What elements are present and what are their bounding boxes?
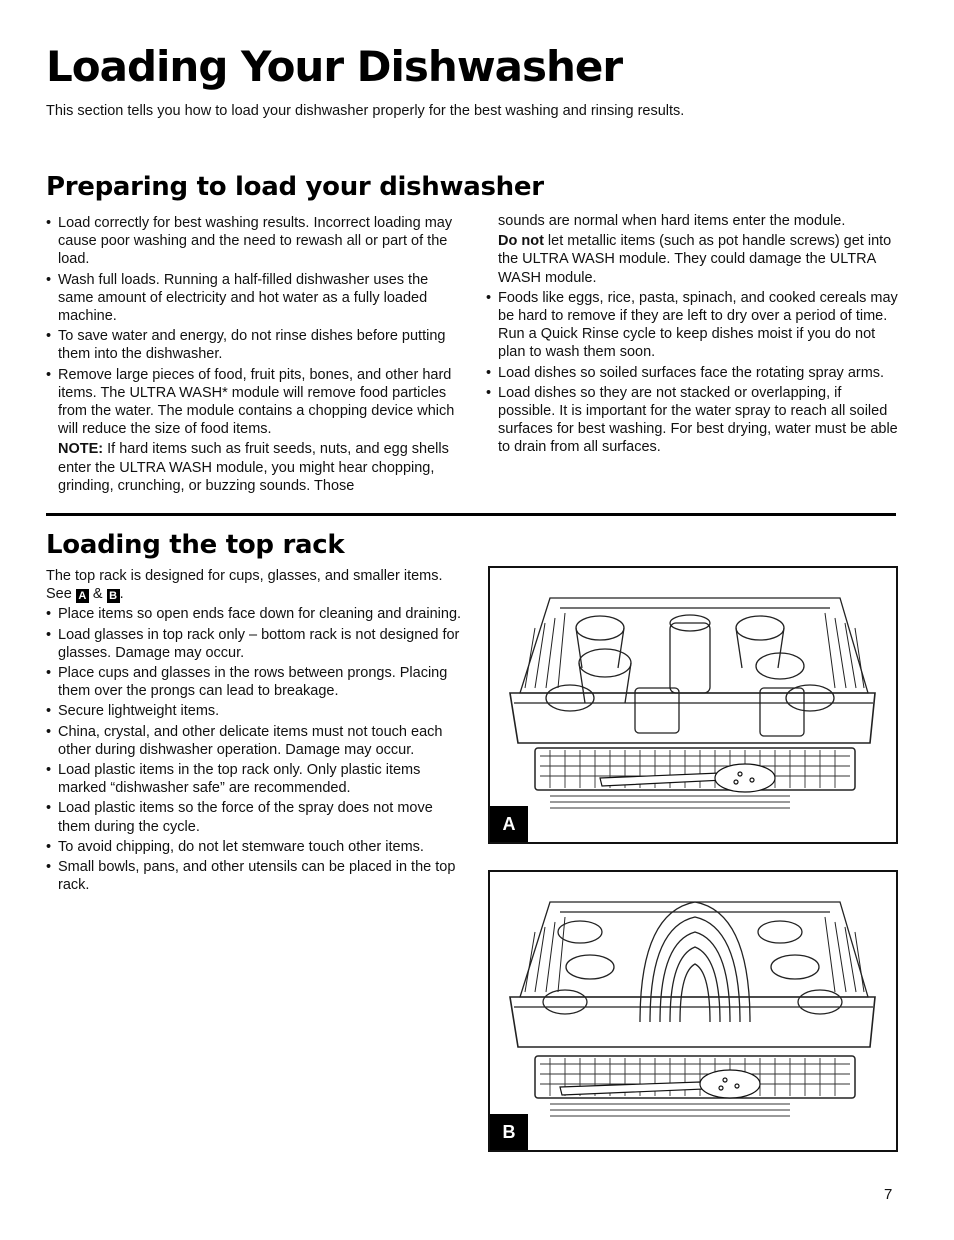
section-divider [46,513,896,516]
top-rack-column [46,567,466,896]
list-item: • China, crystal, and other delicate items must not touch each other during dishwasher operation. Damage may occur. [46,723,466,759]
preparing-heading: Preparing to load your dishwasher [46,172,544,202]
page-number: 7 [884,1186,893,1203]
figure-b [488,870,898,1152]
figure-b-label: B [490,1114,528,1150]
list-item: • Place cups and glasses in the rows between prongs. Placing them over the prongs can lead to breakage. [46,664,466,700]
list-item: • Load plastic items in the top rack only. Only plastic items marked “dishwasher safe” are recommended. [46,761,466,797]
preparing-left-column [46,214,464,497]
list-item: • Foods like eggs, rice, pasta, spinach, and cooked cereals may be hard to remove if they are left to dry over a period of time. Run a Quick Rinse cycle to keep dishes moist if you do not plan to wash them soon. [486,289,898,362]
list-item: • Load correctly for best washing results. Incorrect loading may cause poor washing and the need to rewash all or part of the load. [46,214,464,269]
do-not-label: Do not [498,233,544,250]
figure-b-badge: B [107,589,120,603]
do-not-text: let metallic items (such as pot handle screws) get into the ULTRA WASH module. They could damage the ULTRA WASH module. [498,233,892,286]
list-item: • Load dishes so soiled surfaces face the rotating spray arms. [486,364,898,382]
list-item: • To save water and energy, do not rinse dishes before putting them into the dishwasher. [46,327,464,363]
do-not-paragraph [498,232,898,287]
preparing-right-column [486,212,898,459]
note-label: NOTE: [58,441,104,458]
list-item: • Small bowls, pans, and other utensils can be placed in the top rack. [46,858,466,894]
figure-a-badge: A [76,589,89,603]
ampersand: & [88,586,107,603]
top-rack-cups-illustration [490,568,896,842]
period: . [119,586,124,603]
figure-a-label: A [490,806,528,842]
list-item: • Remove large pieces of food, fruit pits, bones, and other hard items. The ULTRA WASH* module will remove food particles from the water. The module contains a chopping device which will reduce the size of food items. [46,366,464,439]
note-paragraph [58,440,464,495]
list-item: • Secure lightweight items. [46,702,466,720]
intro-text: This section tells you how to load your dishwasher properly for the best washing and rinsing results. [46,103,685,119]
top-rack-bowls-illustration [490,872,896,1150]
page-title: Loading Your Dishwasher [46,42,623,91]
figure-a [488,566,898,844]
list-item: • Load glasses in top rack only – bottom rack is not designed for glasses. Damage may occur. [46,626,466,662]
list-item: • Wash full loads. Running a half-filled dishwasher uses the same amount of electricity and hot water as a fully loaded machine. [46,271,464,326]
top-rack-heading: Loading the top rack [46,530,345,560]
continued-text: sounds are normal when hard items enter the module. [498,213,846,229]
list-item: • Load dishes so they are not stacked or overlapping, if possible. It is important for the water spray to reach all soiled surfaces for best washing. For best drying, water must be able to drain from all surfaces. [486,384,898,457]
list-item: • Place items so open ends face down for cleaning and draining. [46,605,466,623]
list-item: • Load plastic items so the force of the spray does not move them during the cycle. [46,799,466,835]
top-rack-intro-text: The top rack is designed for cups, glasses, and smaller items. See [46,568,443,603]
note-text: If hard items such as fruit seeds, nuts, and egg shells enter the ULTRA WASH module, you might hear chopping, grinding, crunching, or buzzing sounds. Those [58,441,449,494]
top-rack-intro [46,567,466,603]
list-item: • To avoid chipping, do not let stemware touch other items. [46,838,466,856]
